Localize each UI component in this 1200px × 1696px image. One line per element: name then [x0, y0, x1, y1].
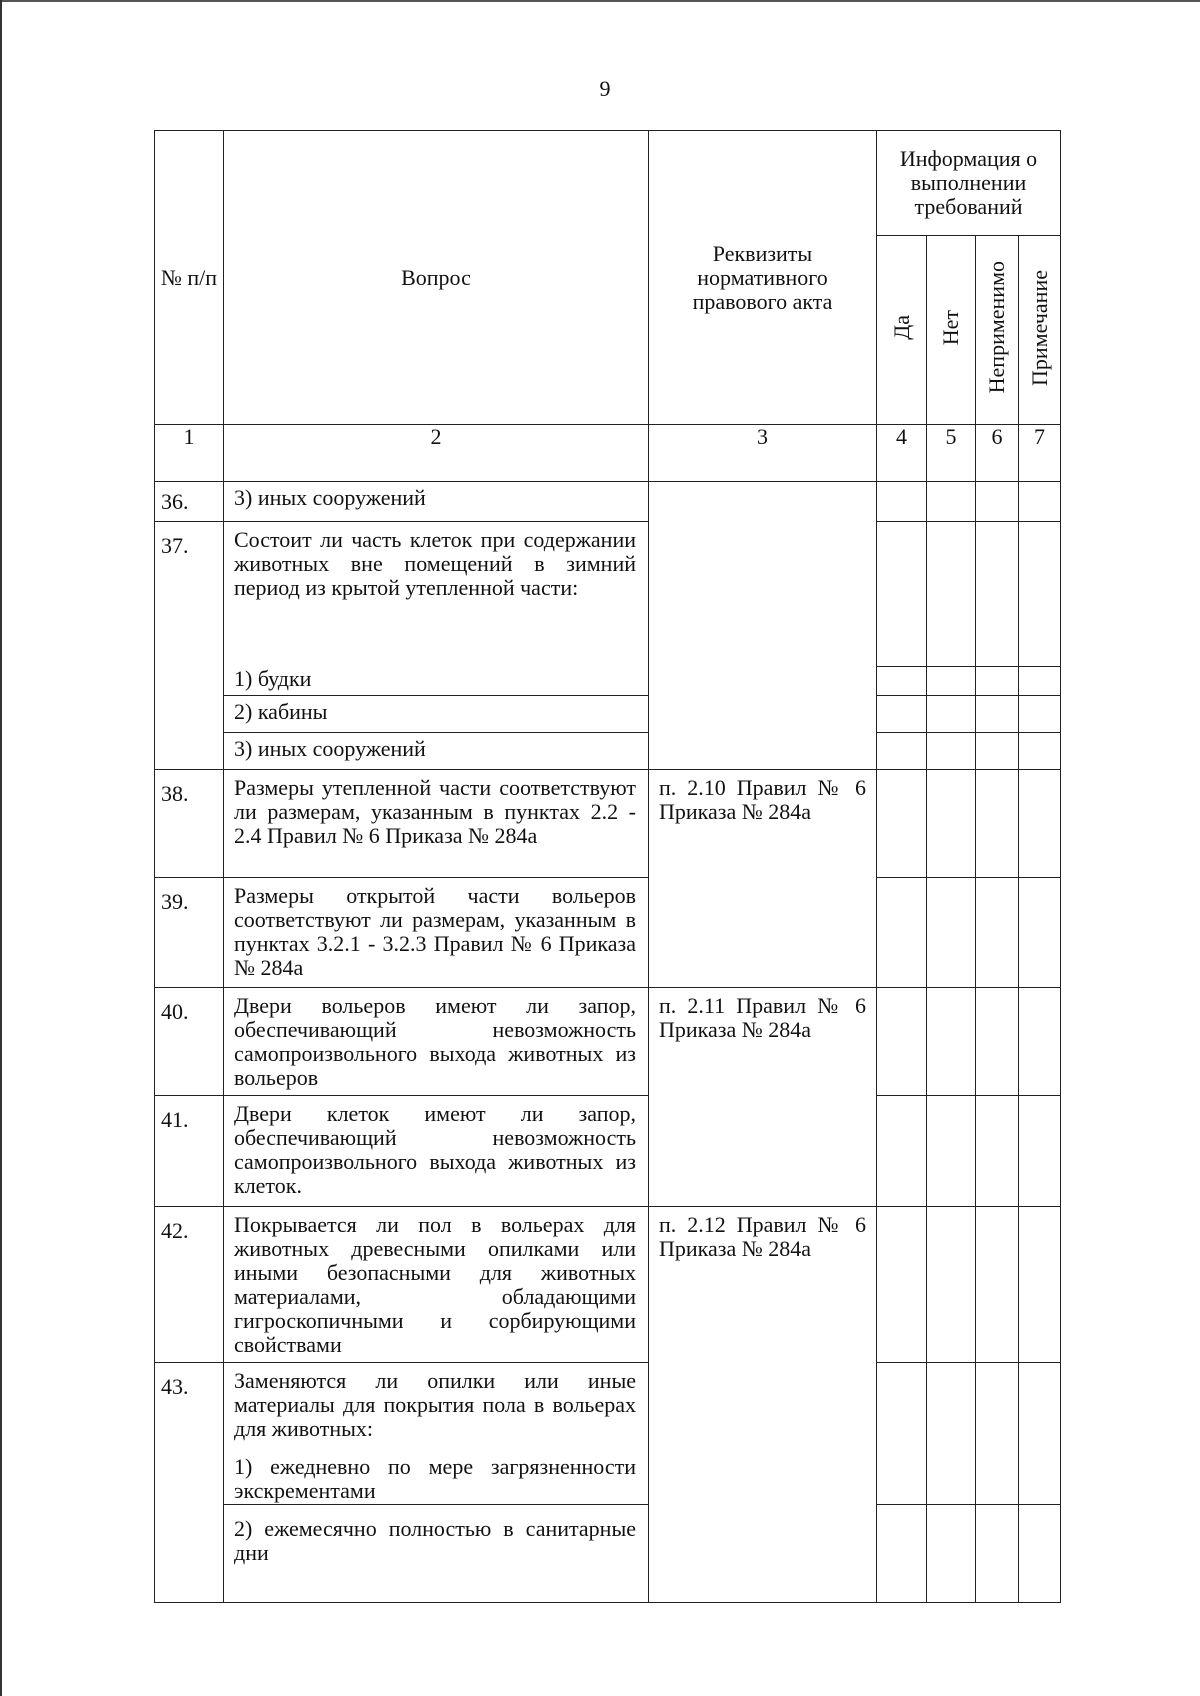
- question-subitem: 1) ежедневно по мере загрязненности экскрементами: [234, 1453, 636, 1503]
- header-not-applicable: Неприменимо: [976, 236, 1019, 425]
- row-number: 43.: [155, 1362, 224, 1602]
- answer-cell: [1019, 769, 1061, 877]
- answer-cell: [1019, 1504, 1061, 1602]
- answer-cell: [877, 987, 927, 1095]
- answer-cell: [877, 667, 927, 696]
- row-number: 37.: [155, 522, 224, 770]
- answer-cell: [1019, 667, 1061, 696]
- row-number: 38.: [155, 769, 224, 877]
- table-row: [155, 1206, 1061, 1362]
- answer-cell: [877, 522, 927, 667]
- question-main: Заменяются ли опилки или иные материалы для покрытия пола в вольерах для животных:: [234, 1367, 636, 1441]
- table-row: [155, 1362, 1061, 1504]
- table-row: [155, 1504, 1061, 1602]
- checklist-table: [154, 130, 1061, 1603]
- answer-cell: [976, 1206, 1019, 1362]
- answer-cell: [877, 769, 927, 877]
- answer-cell: [976, 732, 1019, 769]
- answer-cell: [877, 695, 927, 732]
- answer-cell: [976, 1095, 1019, 1206]
- col-number: 1: [155, 425, 224, 482]
- answer-cell: [927, 482, 976, 522]
- col-number: 3: [649, 425, 877, 482]
- question-text: Размеры утепленной части соответствуют ли размерам, указанным в пунктах 2.2 - 2.4 Правил № 6 Приказа № 284а: [224, 769, 649, 877]
- answer-cell: [927, 1362, 976, 1504]
- answer-cell: [976, 1362, 1019, 1504]
- answer-cell: [1019, 1095, 1061, 1206]
- table-row: [155, 522, 1061, 667]
- answer-cell: [976, 482, 1019, 522]
- answer-cell: [976, 695, 1019, 732]
- table-row: [155, 769, 1061, 877]
- header-yes: Да: [877, 236, 927, 425]
- table-row: [155, 667, 1061, 696]
- question-text: Двери клеток имеют ли запор, обеспечивающий невозможность самопроизвольного выхода животных из клеток.: [224, 1095, 649, 1206]
- header-question: Вопрос: [224, 131, 649, 425]
- answer-cell: [927, 695, 976, 732]
- answer-cell: [877, 1504, 927, 1602]
- answer-cell: [927, 732, 976, 769]
- answer-cell: [927, 1504, 976, 1602]
- col-number: 4: [877, 425, 927, 482]
- row-number: 42.: [155, 1206, 224, 1362]
- answer-cell: [976, 769, 1019, 877]
- answer-cell: [927, 1206, 976, 1362]
- question-text: Размеры открытой части вольеров соответствуют ли размерам, указанным в пунктах 3.2.1 - 3.2.3 Правил № 6 Приказа № 284а: [224, 877, 649, 987]
- header-no-answer: Нет: [927, 236, 976, 425]
- answer-cell: [976, 877, 1019, 987]
- reference-cell: [649, 482, 877, 770]
- answer-cell: [877, 1095, 927, 1206]
- answer-cell: [1019, 522, 1061, 667]
- answer-cell: [1019, 695, 1061, 732]
- col-number: 2: [224, 425, 649, 482]
- answer-cell: [1019, 1362, 1061, 1504]
- table-row: [155, 732, 1061, 769]
- answer-cell: [877, 1362, 927, 1504]
- page-number: 9: [599, 76, 611, 101]
- question-subitem: 1) будки: [224, 667, 649, 696]
- answer-cell: [927, 877, 976, 987]
- question-text: Состоит ли часть клеток при содержании животных вне помещений в зимний период из крытой утепленной части:: [224, 522, 649, 667]
- column-number-row: [155, 425, 1061, 482]
- answer-cell: [927, 522, 976, 667]
- answer-cell: [877, 482, 927, 522]
- question-subitem: 3) иных сооружений: [224, 732, 649, 769]
- row-number: 40.: [155, 987, 224, 1095]
- answer-cell: [976, 522, 1019, 667]
- col-number: 5: [927, 425, 976, 482]
- reference-text: п. 2.11 Правил № 6 Приказа № 284а: [649, 987, 877, 1206]
- page-left-edge: [0, 0, 2, 1696]
- answer-cell: [976, 1504, 1019, 1602]
- table-row: [155, 482, 1061, 522]
- table-row: [155, 695, 1061, 732]
- table-row: [155, 1095, 1061, 1206]
- page-top-edge: [0, 0, 1200, 2]
- answer-cell: [927, 1095, 976, 1206]
- answer-cell: [877, 1206, 927, 1362]
- answer-cell: [976, 987, 1019, 1095]
- col-number: 6: [976, 425, 1019, 482]
- table-row: [155, 987, 1061, 1095]
- question-text: 3) иных сооружений: [224, 482, 649, 522]
- header-info: Информация о выполнении требований: [877, 131, 1061, 236]
- header-no: № п/п: [155, 131, 224, 425]
- question-text: Покрывается ли пол в вольерах для животных древесными опилками или иными безопасными для животных материалами, обладающими гигроскопичными и сорбирующими свойствами: [224, 1206, 649, 1362]
- answer-cell: [1019, 877, 1061, 987]
- question-subitem: 2) ежемесячно полностью в санитарные дни: [224, 1504, 649, 1602]
- answer-cell: [927, 987, 976, 1095]
- answer-cell: [1019, 987, 1061, 1095]
- question-text: [224, 1362, 649, 1504]
- row-number: 39.: [155, 877, 224, 987]
- table-row: [155, 877, 1061, 987]
- reference-text: п. 2.10 Правил № 6 Приказа № 284а: [649, 769, 877, 987]
- reference-text: п. 2.12 Правил № 6 Приказа № 284а: [649, 1206, 877, 1602]
- header-reference: Реквизиты нормативного правового акта: [649, 131, 877, 425]
- answer-cell: [1019, 482, 1061, 522]
- header-row-top: [155, 131, 1061, 236]
- question-text: Двери вольеров имеют ли запор, обеспечивающий невозможность самопроизвольного выхода животных из вольеров: [224, 987, 649, 1095]
- answer-cell: [976, 667, 1019, 696]
- header-note: Примечание: [1019, 236, 1061, 425]
- question-subitem: 2) кабины: [224, 695, 649, 732]
- answer-cell: [1019, 732, 1061, 769]
- answer-cell: [877, 732, 927, 769]
- answer-cell: [877, 877, 927, 987]
- row-number: 41.: [155, 1095, 224, 1206]
- answer-cell: [927, 769, 976, 877]
- answer-cell: [1019, 1206, 1061, 1362]
- col-number: 7: [1019, 425, 1061, 482]
- answer-cell: [927, 667, 976, 696]
- row-number: 36.: [155, 482, 224, 522]
